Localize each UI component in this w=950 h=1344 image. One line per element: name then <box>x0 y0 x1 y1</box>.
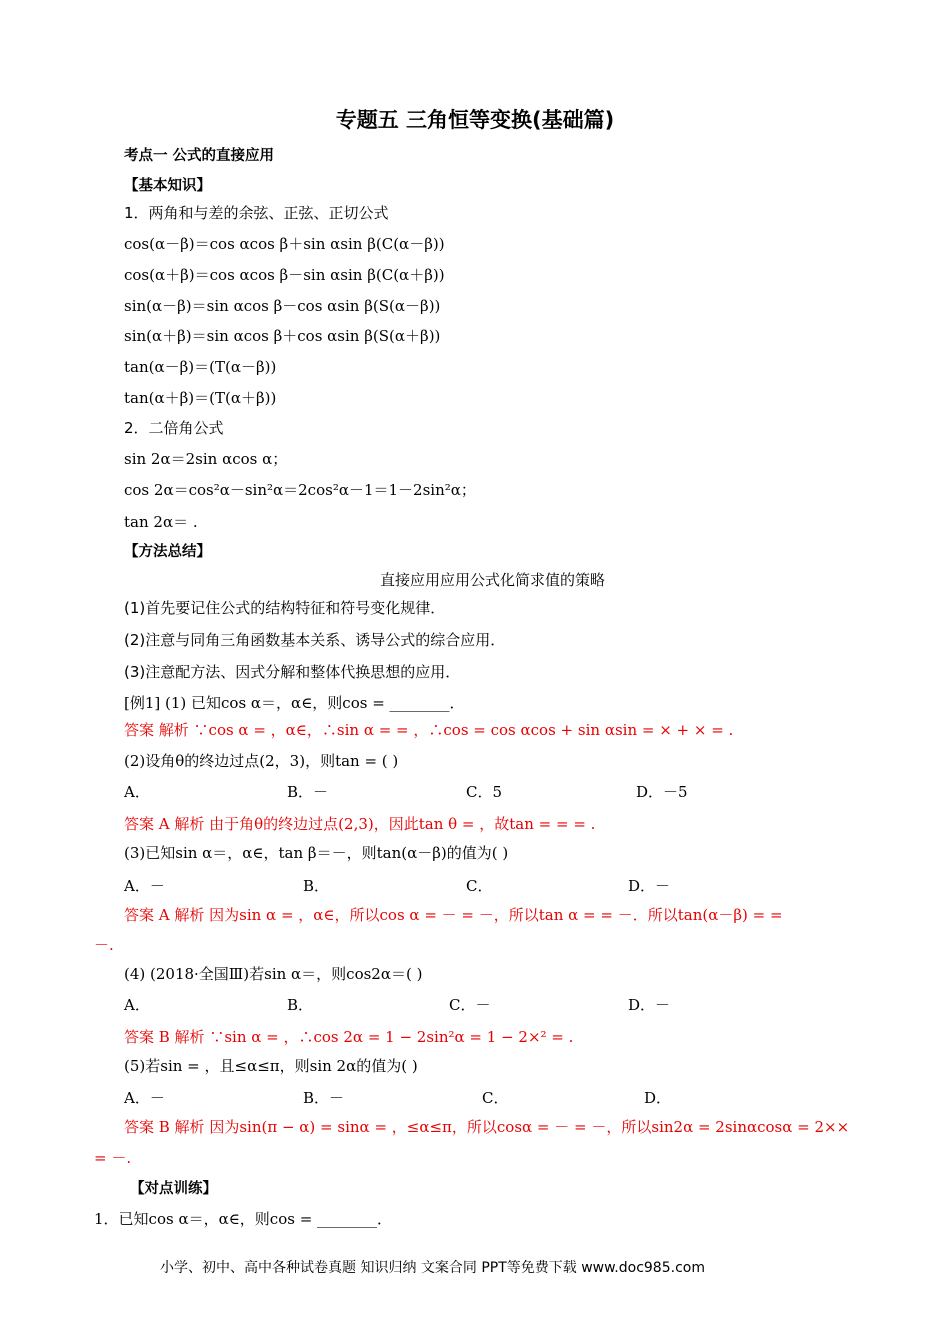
practice-question-1: 1．已知cos α＝，α∈，则cos = ________． <box>94 1210 393 1228</box>
item-heading-1: 1．两角和与差的余弦、正弦、正切公式 <box>124 204 389 222</box>
option-c: C．5 <box>466 783 503 801</box>
option-a: A．－ <box>124 877 165 895</box>
option-d: D． <box>644 1089 672 1107</box>
practice-header: 【对点训练】 <box>130 1181 217 1197</box>
example-1-a5-cont: = －. <box>94 1149 132 1167</box>
method-item: (2)注意与同角三角函数基本关系、诱导公式的综合应用． <box>124 631 506 649</box>
option-b: B．－ <box>287 783 329 801</box>
example-1-q2: (2)设角θ的终边过点(2，3)，则tan = ( ) <box>124 752 399 770</box>
option-d: D．－ <box>628 877 671 895</box>
page-footer: 小学、初中、高中各种试卷真题 知识归纳 文案合同 PPT等免费下载 www.doc985.com <box>160 1260 705 1276</box>
formula-s-plus: sin(α＋β)＝sin αcos β＋cos αsin β(S(α＋β)) <box>124 327 441 345</box>
example-1-q4: (4) (2018·全国Ⅲ)若sin α＝，则cos2α＝( ) <box>124 965 423 983</box>
formula-c-minus: cos(α－β)＝cos αcos β＋sin αsin β(C(α－β)) <box>124 235 445 253</box>
example-1-a4: 答案 B 解析 ∵sin α = ，∴cos 2α = 1 − 2sin²α = 1 − 2×² = . <box>124 1028 574 1046</box>
example-1-q3: (3)已知sin α＝，α∈，tan β＝－，则tan(α－β)的值为( ) <box>124 844 509 862</box>
example-1-a3: 答案 A 解析 因为sin α = ，α∈，所以cos α = － = －，所以tan α = = －．所以tan(α－β) = = <box>124 906 783 924</box>
formula-c-plus: cos(α＋β)＝cos αcos β－sin αsin β(C(α＋β)) <box>124 266 445 284</box>
example-1-a3-cont: －. <box>94 936 114 954</box>
formula-tan2a: tan 2α＝ . <box>124 513 198 531</box>
option-d: D．－ <box>628 996 671 1014</box>
method-item: (3)注意配方法、因式分解和整体代换思想的应用． <box>124 663 461 681</box>
example-1-q5: (5)若sin = ，且≤α≤π，则sin 2α的值为( ) <box>124 1057 418 1075</box>
section-heading: 考点一 公式的直接应用 <box>124 148 275 164</box>
option-b: B．－ <box>303 1089 345 1107</box>
formula-sin2a: sin 2α＝2sin αcos α； <box>124 450 288 468</box>
example-1-a1: 答案 解析 ∵cos α = ，α∈，∴sin α = = ，∴cos = cos αcos + sin αsin = × + × = . <box>124 721 734 739</box>
option-c: C．－ <box>449 996 491 1014</box>
option-d: D．－5 <box>636 783 688 801</box>
option-c: C． <box>482 1089 509 1107</box>
option-a: A． <box>124 996 150 1014</box>
formula-s-minus: sin(α－β)＝sin αcos β－cos αsin β(S(α－β)) <box>124 297 441 315</box>
option-c: C． <box>466 877 493 895</box>
formula-t-plus: tan(α＋β)＝(T(α＋β)) <box>124 389 277 407</box>
page-title: 专题五 三角恒等变换(基础篇) <box>335 108 615 132</box>
example-1-q1: [例1] (1) 已知cos α＝，α∈，则cos = ________． <box>124 694 465 712</box>
option-b: B． <box>303 877 330 895</box>
method-title: 直接应用应用公式化简求值的策略 <box>379 571 605 589</box>
basic-knowledge-header: 【基本知识】 <box>124 178 211 194</box>
formula-cos2a: cos 2α＝cos²α－sin²α＝2cos²α－1＝1－2sin²α； <box>124 481 476 499</box>
option-a: A．－ <box>124 1089 165 1107</box>
option-a: A． <box>124 783 150 801</box>
example-1-a2: 答案 A 解析 由于角θ的终边过点(2,3)，因此tan θ = ，故tan = = = . <box>124 815 596 833</box>
item-heading-2: 2．二倍角公式 <box>124 419 224 437</box>
formula-t-minus: tan(α－β)＝(T(α－β)) <box>124 358 277 376</box>
option-b: B． <box>287 996 314 1014</box>
method-item: (1)首先要记住公式的结构特征和符号变化规律． <box>124 599 446 617</box>
method-header: 【方法总结】 <box>124 544 211 560</box>
example-1-a5: 答案 B 解析 因为sin(π − α) = sinα = ，≤α≤π，所以cosα = － = －，所以sin2α = 2sinαcosα = 2×× <box>124 1118 850 1136</box>
